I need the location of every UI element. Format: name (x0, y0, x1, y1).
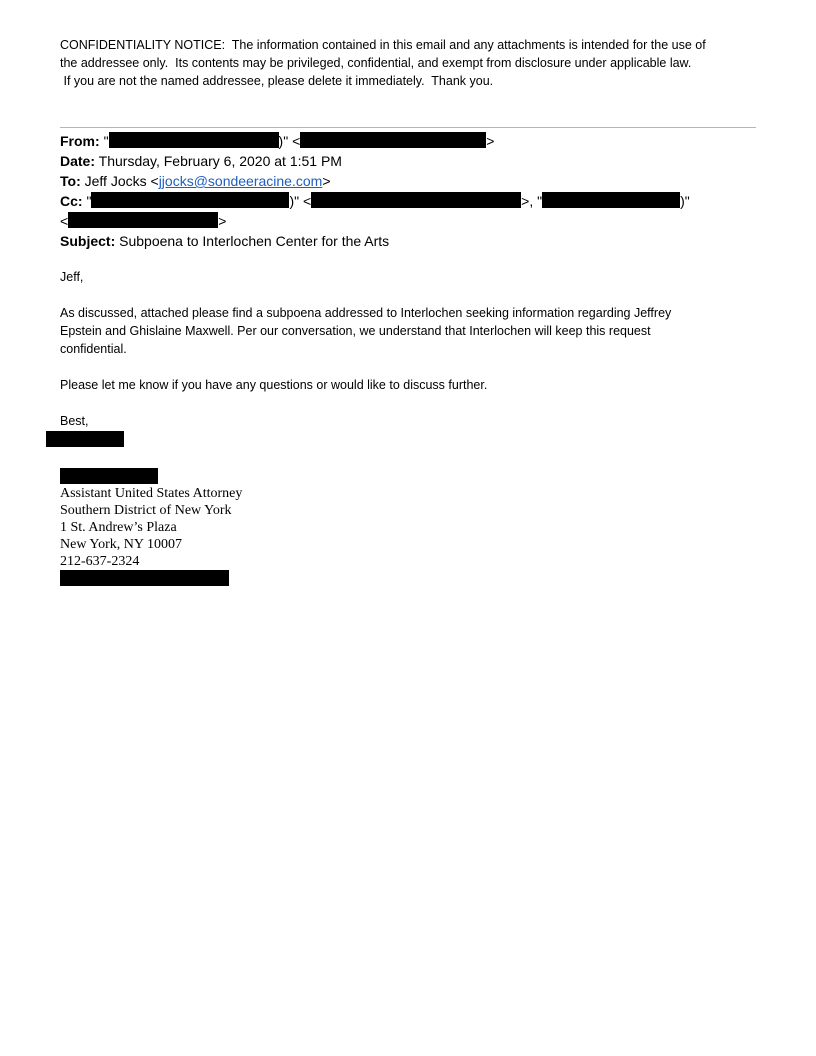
subject-label: Subject: (60, 233, 116, 249)
signature-phone: 212-637-2324 (60, 554, 140, 569)
to-angle-close: > (322, 173, 331, 189)
email-paragraph-2: Please let me know if you have any questions or would like to discuss further. (60, 378, 488, 392)
subject-row (60, 231, 389, 251)
confidentiality-notice (60, 36, 760, 90)
redacted-from-name (109, 132, 279, 148)
redacted-signature-email (60, 570, 229, 586)
cc-sep-2: >, " (521, 193, 543, 209)
cc-label: Cc: (60, 193, 83, 209)
redacted-cc-email-1 (311, 192, 521, 208)
date-label: Date: (60, 153, 96, 169)
subject-value: Subpoena to Interlochen Center for the Arts (119, 233, 390, 249)
signature-city: New York, NY 10007 (60, 537, 182, 552)
cc-quote-open: " (86, 193, 92, 209)
cc-quote-close: )" (680, 193, 690, 209)
redacted-cc-email-2 (68, 212, 218, 228)
from-row (60, 131, 494, 151)
date-value: Thursday, February 6, 2020 at 1:51 PM (98, 153, 342, 169)
from-label: From: (60, 133, 100, 149)
redacted-signature-name (60, 468, 158, 484)
email-greeting: Jeff, (60, 270, 84, 284)
signature-block (60, 485, 242, 570)
from-quote-close: )" < (278, 133, 301, 149)
paragraph-1-line-2: Epstein and Ghislaine Maxwell. Per our conversation, we understand that Interlochen will keep this request (60, 324, 651, 338)
from-quote-open: " (103, 133, 109, 149)
cc-row (60, 191, 690, 211)
to-name: Jeff Jocks < (84, 173, 159, 189)
email-closing: Best, (60, 414, 89, 428)
email-paragraph-1 (60, 304, 760, 358)
to-row (60, 171, 331, 191)
cc-angle-open: < (60, 213, 69, 229)
paragraph-1-line-3: confidential. (60, 342, 127, 356)
to-label: To: (60, 173, 81, 189)
from-angle-close: > (486, 133, 495, 149)
notice-line-3: If you are not the named addressee, please delete it immediately. Thank you. (60, 74, 494, 88)
redacted-from-email (300, 132, 486, 148)
signature-street: 1 St. Andrew’s Plaza (60, 520, 177, 535)
signature-office: Southern District of New York (60, 503, 232, 518)
cc-angle-close: > (218, 213, 227, 229)
redacted-cc-name-2 (542, 192, 680, 208)
redacted-sender-first-name (46, 431, 124, 447)
to-email-link[interactable]: jjocks@sondeeracine.com (158, 173, 323, 189)
date-row (60, 151, 342, 171)
notice-line-2: the addressee only. Its contents may be privileged, confidential, and exempt from disclosure under applicable law. (60, 56, 692, 70)
signature-title: Assistant United States Attorney (60, 486, 243, 501)
redacted-cc-name-1 (91, 192, 289, 208)
notice-line-1: CONFIDENTIALITY NOTICE: The information contained in this email and any attachments is intended for the use of (60, 38, 706, 52)
header-divider (60, 127, 756, 128)
cc-sep-1: )" < (289, 193, 312, 209)
cc-row-continued (60, 211, 226, 231)
paragraph-1-line-1: As discussed, attached please find a subpoena addressed to Interlochen seeking information regarding Jeffrey (60, 306, 672, 320)
